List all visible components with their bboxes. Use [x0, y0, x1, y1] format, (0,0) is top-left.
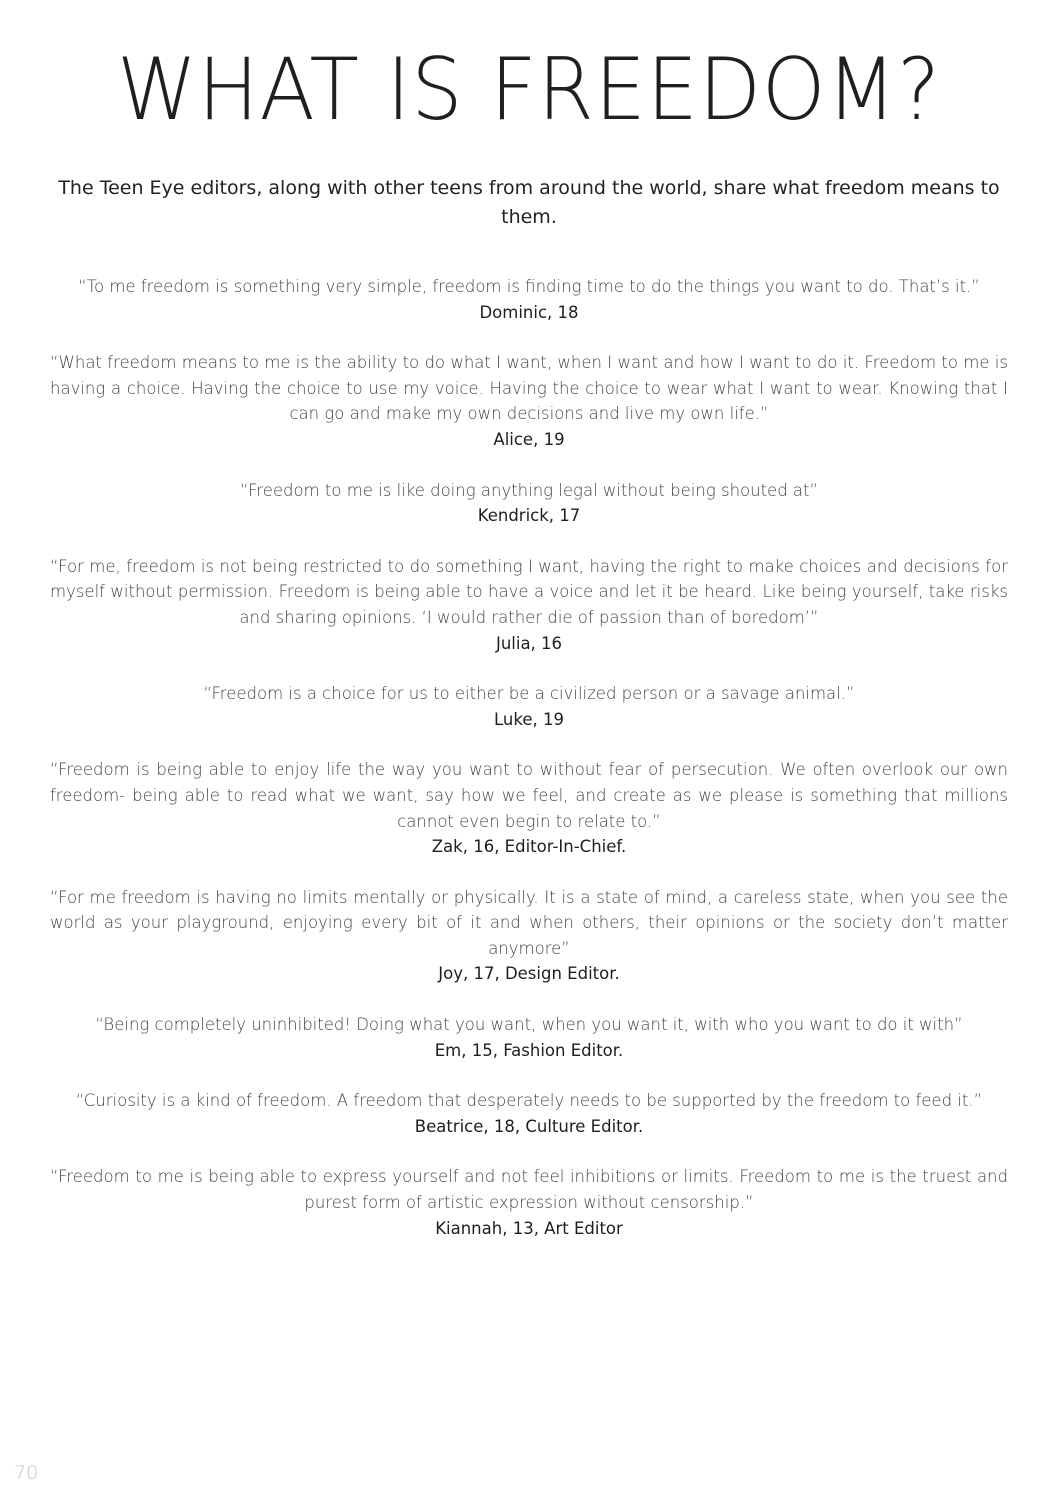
quote-author: Beatrice, 18, Culture Editor. — [414, 1116, 644, 1136]
quote-block — [50, 885, 1008, 987]
quote-block — [50, 1088, 1008, 1139]
quote-block — [50, 757, 1008, 859]
quote-text: “Freedom to me is like doing anything legal without being shouted at” — [239, 480, 819, 500]
quote-author: Dominic, 18 — [479, 302, 579, 322]
quote-text: “What freedom means to me is the ability to do what I want, when I want and how I want to do it. Freedom to me is having a choice. Having the choice to use my voice. Having the choice to wear what I want to wear. Knowing that I can go and make my own decisions and live my own life.” — [50, 353, 1008, 424]
quote-author: Joy, 17, Design Editor. — [438, 964, 620, 984]
quote-author: Julia, 16 — [495, 633, 563, 653]
quote-block — [50, 681, 1008, 732]
quote-text: “Being completely uninhibited! Doing what you want, when you want it, with who you want to do it with” — [95, 1015, 963, 1035]
quote-text: “Curiosity is a kind of freedom. A freedom that desperately needs to be supported by the freedom to feed it.” — [75, 1091, 983, 1111]
quote-text: “For me freedom is having no limits mentally or physically. It is a state of mind, a careless state, when you see the world as your playground, enjoying every bit of it and when others, their opinions or the society don’t matter anymore” — [50, 887, 1008, 958]
quote-text: “Freedom to me is being able to express yourself and not feel inhibitions or limits. Freedom to me is the truest and purest form of artistic expression without censorship.” — [50, 1167, 1008, 1213]
quote-block — [50, 1164, 1008, 1241]
quote-author: Kendrick, 17 — [477, 506, 581, 526]
quote-block — [50, 554, 1008, 656]
quotes-list — [50, 274, 1008, 1266]
quote-text: “Freedom is a choice for us to either be a civilized person or a savage animal.” — [203, 684, 855, 704]
quote-block — [50, 274, 1008, 325]
quote-text: “Freedom is being able to enjoy life the way you want to without fear of persecution. We often overlook our own freedom- being able to read what we want, say how we feel, and create as we please is something that millions cannot even begin to relate to.” — [50, 760, 1008, 831]
page-number: 70 — [14, 1462, 39, 1484]
quote-block — [50, 350, 1008, 452]
quote-author: Alice, 19 — [493, 429, 565, 449]
quote-block — [50, 478, 1008, 529]
quote-text: “For me, freedom is not being restricted to do something I want, having the right to make choices and decisions for myself without permission. Freedom is being able to have a voice and let it be heard. Like being yourself, take risks and sharing opinions. ‘I would rather die of passion than of boredom’” — [50, 556, 1008, 627]
quote-text: “To me freedom is something very simple, freedom is finding time to do the things you want to do. That’s it.” — [78, 277, 980, 296]
quote-author: Zak, 16, Editor-In-Chief. — [431, 837, 627, 857]
quote-author: Luke, 19 — [494, 709, 564, 729]
page-subtitle: The Teen Eye editors, along with other teens from around the world, share what freedom means to them. — [58, 177, 1000, 228]
quote-block — [50, 1012, 1008, 1063]
page-title: WHAT IS FREEDOM? — [116, 40, 942, 140]
quote-author: Em, 15, Fashion Editor. — [434, 1040, 624, 1060]
quote-author: Kiannah, 13, Art Editor — [435, 1218, 623, 1238]
